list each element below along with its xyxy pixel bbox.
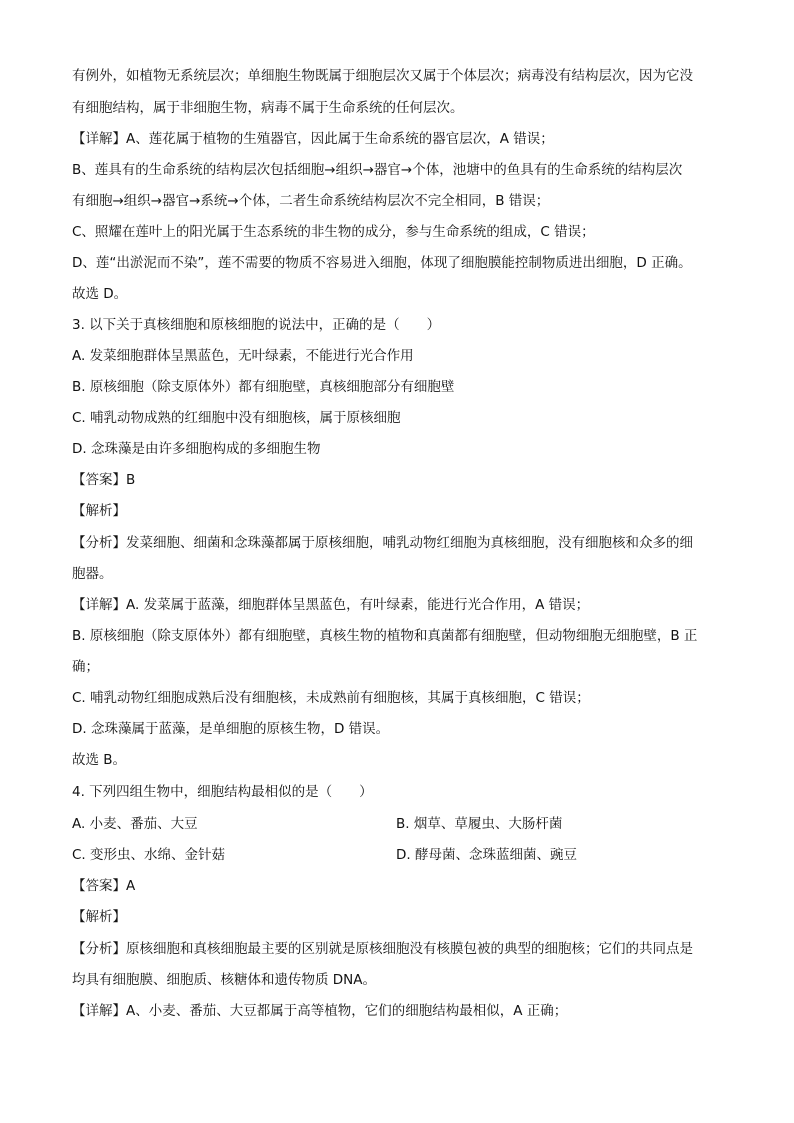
question-4-option-b: B. 烟草、草履虫、大肠杆菌	[396, 816, 563, 832]
text-line: B. 原核细胞（除支原体外）都有细胞壁，真核生物的植物和真菌都有细胞壁，但动物细胞无细胞壁，B 正	[72, 628, 698, 644]
text-line: 胞器。	[72, 566, 113, 582]
analysis-label: 【解析】	[72, 503, 126, 519]
text-line: D、莲“出淤泥而不染”，莲不需要的物质不容易进入细胞，体现了细胞膜能控制物质进出细胞，D 正确。	[72, 255, 692, 271]
question-4-options-row	[72, 814, 724, 834]
answer-label: 【答案】A	[72, 878, 136, 894]
text-line: D. 念珠藻属于蓝藻，是单细胞的原核生物，D 错误。	[72, 721, 390, 737]
text-line: 均具有细胞膜、细胞质、核糖体和遗传物质 DNA。	[72, 972, 377, 988]
text-line: C、照耀在莲叶上的阳光属于生态系统的非生物的成分，参与生命系统的组成，C 错误；	[72, 224, 595, 240]
text-line: 有细胞结构，属于非细胞生物，病毒不属于生命系统的任何层次。	[72, 100, 464, 116]
text-line: 【详解】A、小麦、番茄、大豆都属于高等植物，它们的细胞结构最相似，A 正确；	[72, 1003, 568, 1019]
text-line: B、莲具有的生命系统的结构层次包括细胞→组织→器官→个体，池塘中的鱼具有的生命系统的结构层次	[72, 162, 683, 178]
question-4-options-row	[72, 845, 724, 865]
question-4-option-c: C. 变形虫、水绵、金针菇	[72, 847, 226, 863]
text-line: 有细胞→组织→器官→系统→个体，二者生命系统结构层次不完全相同，B 错误；	[72, 193, 550, 209]
text-line: 有例外，如植物无系统层次；单细胞生物既属于细胞层次又属于个体层次；病毒没有结构层次，因为它没	[72, 68, 693, 84]
text-line: 故选 D。	[72, 286, 128, 302]
answer-label: 【答案】B	[72, 472, 136, 488]
analysis-label: 【解析】	[72, 909, 126, 925]
question-3-option-c: C. 哺乳动物成熟的红细胞中没有细胞核，属于原核细胞	[72, 410, 401, 426]
text-line: 故选 B。	[72, 752, 127, 768]
question-4-option-a: A. 小麦、番茄、大豆	[72, 816, 198, 832]
question-3-stem: 3. 以下关于真核细胞和原核细胞的说法中，正确的是（ ）	[72, 317, 441, 333]
question-3-option-b: B. 原核细胞（除支原体外）都有细胞壁，真核细胞部分有细胞壁	[72, 379, 455, 395]
question-3-option-d: D. 念珠藻是由许多细胞构成的多细胞生物	[72, 441, 321, 457]
text-line: C. 哺乳动物红细胞成熟后没有细胞核，未成熟前有细胞核，其属于真核细胞，C 错误；	[72, 690, 590, 706]
text-line: 【分析】原核细胞和真核细胞最主要的区别就是原核细胞没有核膜包被的典型的细胞核；它们的共同点是	[72, 941, 693, 957]
text-line: 【详解】A、莲花属于植物的生殖器官，因此属于生命系统的器官层次，A 错误；	[72, 131, 554, 147]
text-line: 【分析】发菜细胞、细菌和念珠藻都属于原核细胞，哺乳动物红细胞为真核细胞，没有细胞核和众多的细	[72, 535, 693, 551]
text-line: 【详解】A. 发菜属于蓝藻，细胞群体呈黑蓝色，有叶绿素，能进行光合作用，A 错误；	[72, 597, 590, 613]
question-4-stem: 4. 下列四组生物中，细胞结构最相似的是（ ）	[72, 784, 373, 800]
text-line: 确；	[72, 659, 99, 675]
question-4-option-d: D. 酵母菌、念珠蓝细菌、豌豆	[396, 847, 577, 863]
question-3-option-a: A. 发菜细胞群体呈黑蓝色，无叶绿素，不能进行光合作用	[72, 348, 414, 364]
